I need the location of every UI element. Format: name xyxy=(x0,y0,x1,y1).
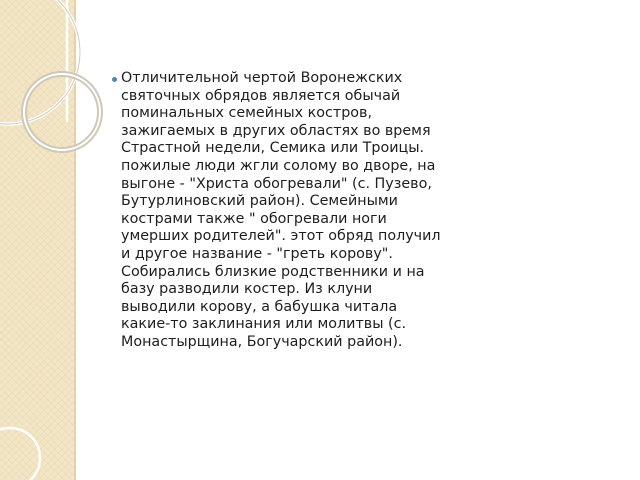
decorative-ring-bottom xyxy=(0,428,40,480)
slide-body xyxy=(112,70,442,352)
bullet-dot-icon xyxy=(112,77,117,82)
bullet-paragraph-text: Отличительной чертой Воронежских святочных обрядов является обычай поминальных семейных костров, зажигаемых в других областях во время Страстной недели, Семика или Троицы. пожилые люди жгли солому во дворе, на выгоне - "Христа обогревали" (с. Пузево, Бутурлиновский район). Семейными кострами также " обогревали ноги умерших родителей". этот обряд получил и другое название - "греть корову". Собирались близкие родственники и на базу разводили костер. Из клуни выводили корову, а бабушка читала какие-то заклинания или молитвы (с. Монастырщина, Богучарский район). xyxy=(121,70,441,350)
bullet-paragraph xyxy=(112,70,442,352)
decorative-ring-middle-highlight xyxy=(24,74,100,150)
